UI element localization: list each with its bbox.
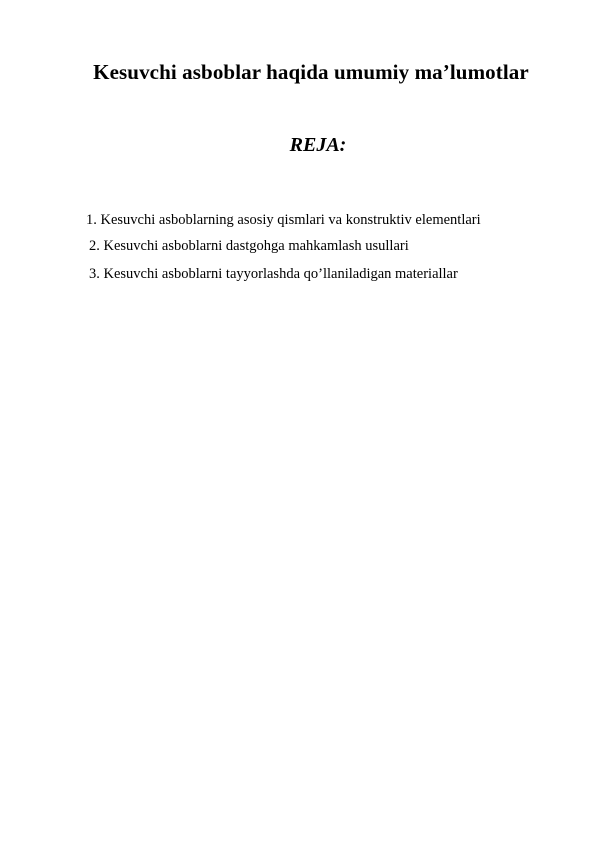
plan-heading: REJA: [289, 134, 347, 156]
plan-item-2: 2. Kesuvchi asboblarni dastgohga mahkamlash usullari [89, 238, 409, 254]
plan-item-1: 1. Kesuvchi asboblarning asosiy qismlari va konstruktiv elementlari [86, 212, 481, 228]
plan-list [86, 207, 516, 292]
document-title: Kesuvchi asboblar haqida umumiy ma’lumotlar [93, 60, 529, 84]
plan-item-3: 3. Kesuvchi asboblarni tayyorlashda qo’llaniladigan materiallar [89, 266, 458, 282]
